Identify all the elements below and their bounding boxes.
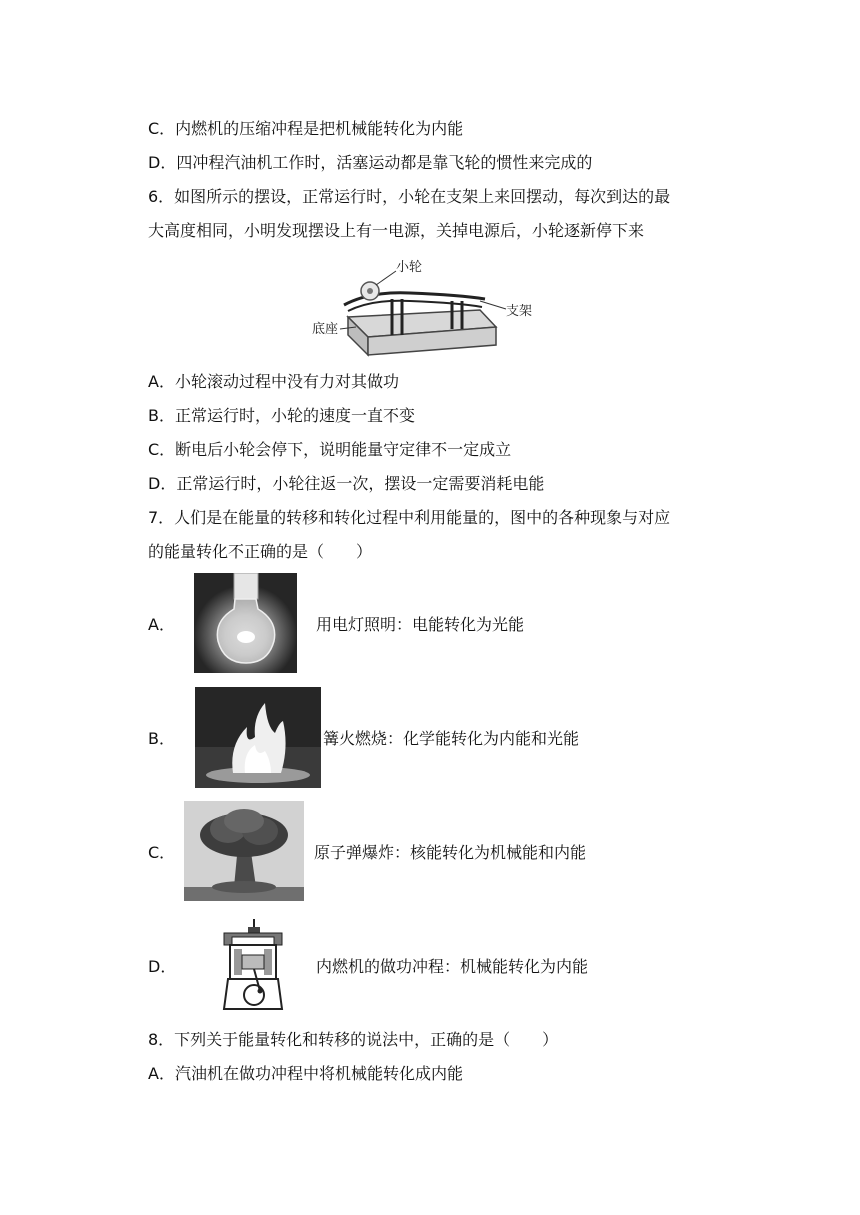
wheel-label: 小轮 <box>396 260 423 275</box>
q7-option-c-text: 原子弹爆炸：核能转化为机械能和内能 <box>314 843 587 862</box>
q6-stem-line-2: 大高度相同，小明发现摆设上有一电源，关掉电源后，小轮逐新停下来 <box>148 221 645 240</box>
q7-option-b-letter: B． <box>148 729 175 748</box>
q5-option-d: D．四冲程汽油机工作时，活塞运动都是靠飞轮的惯性来完成的 <box>148 153 593 172</box>
q6-stem-line-1: 6．如图所示的摆设，正常运行时，小轮在支架上来回摆动，每次到达的最 <box>148 187 671 206</box>
q7-option-a-letter: A． <box>148 615 175 634</box>
q6-option-c: C．断电后小轮会停下，说明能量守定律不一定成立 <box>148 440 512 459</box>
wheel-stand-figure <box>310 255 550 363</box>
q7-option-b-text: 篝火燃烧：化学能转化为内能和光能 <box>323 729 580 748</box>
q6-option-b: B．正常运行时，小轮的速度一直不变 <box>148 406 415 425</box>
stand-label: 支架 <box>506 304 533 319</box>
bonfire-photo <box>195 687 321 788</box>
q8-option-a: A．汽油机在做功冲程中将机械能转化成内能 <box>148 1064 463 1083</box>
engine-diagram <box>214 915 292 1015</box>
q6-option-a: A．小轮滚动过程中没有力对其做功 <box>148 372 399 391</box>
q7-option-d-letter: D． <box>148 957 177 976</box>
q7-stem-line-2: 的能量转化不正确的是（ ） <box>148 542 373 561</box>
q7-option-d-text: 内燃机的做功冲程：机械能转化为内能 <box>316 957 589 976</box>
q5-option-c: C．内燃机的压缩冲程是把机械能转化为内能 <box>148 119 464 138</box>
base-label: 底座 <box>312 322 339 337</box>
q7-option-c-letter: C． <box>148 843 176 862</box>
q8-stem: 8．下列关于能量转化和转移的说法中，正确的是（ ） <box>148 1030 559 1049</box>
q6-option-d: D．正常运行时，小轮往返一次，摆设一定需要消耗电能 <box>148 474 545 493</box>
q7-stem-line-1: 7．人们是在能量的转移和转化过程中利用能量的，图中的各种现象与对应 <box>148 508 671 527</box>
light-bulb-photo <box>194 573 297 673</box>
q7-option-a-text: 用电灯照明：电能转化为光能 <box>316 615 525 634</box>
mushroom-cloud-photo <box>184 801 304 901</box>
